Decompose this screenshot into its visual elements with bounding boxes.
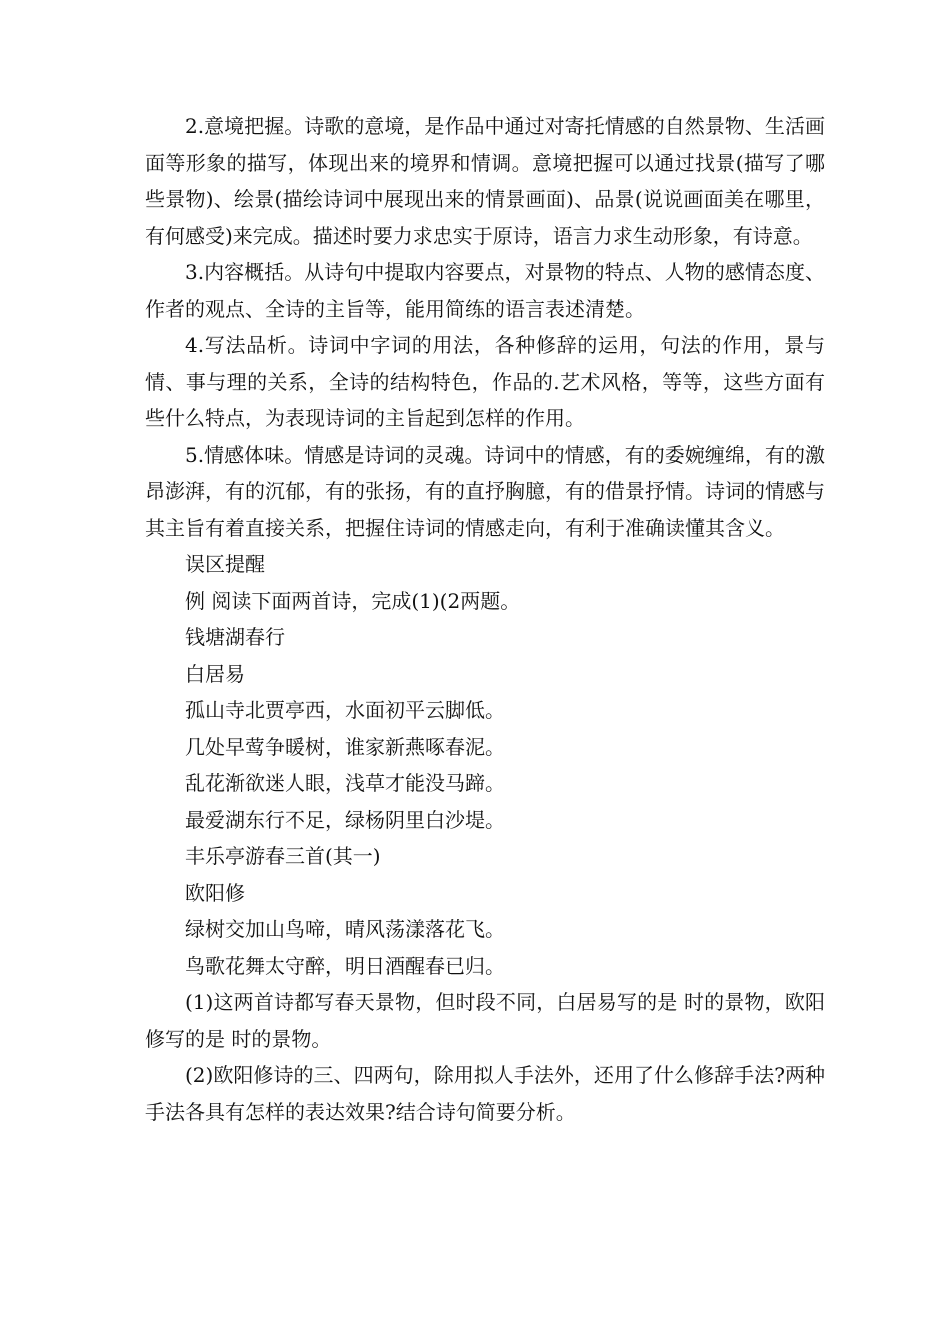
section-heading: 误区提醒 (185, 552, 265, 576)
poem2-author: 欧阳修 (185, 880, 245, 905)
example-intro: 例 阅读下面两首诗，完成(1)(2两题。 (185, 588, 521, 613)
poem1-line: 孤山寺北贾亭西，水面初平云脚低。 (185, 698, 505, 722)
poem1-author: 白居易 (185, 661, 245, 686)
poem2-line: 绿树交加山鸟啼，晴风荡漾落花飞。 (185, 917, 505, 941)
paragraph-qinggan: 5.情感体味。情感是诗词的灵魂。诗词中的情感，有的委婉缠绵，有的激昂澎湃，有的沉郁，有的张扬，有的直抒胸臆，有的借景抒情。诗词的情感与其主旨有着直接关系，把握住诗词的情感走向，有利于准确读懂其含义。 (145, 442, 825, 540)
document-body (145, 108, 825, 1130)
poem2-line: 鸟歌花舞太守醉，明日酒醒春已归。 (185, 953, 505, 978)
paragraph-yijing: 2.意境把握。诗歌的意境，是作品中通过对寄托情感的自然景物、生活画面等形象的描写，体现出来的境界和情调。意境把握可以通过找景(描写了哪些景物)、绘景(描绘诗词中展现出来的情景画面)、品景(说说画面美在哪里，有何感受)来完成。描述时要力求忠实于原诗，语言力求生动形象，有诗意。 (145, 114, 825, 248)
paragraph-xiefa: 4.写法品析。诗词中字词的用法，各种修辞的运用，句法的作用，景与情、事与理的关系，全诗的结构特色，作品的.艺术风格，等等，这些方面有些什么特点，为表现诗词的主旨起到怎样的作用。 (145, 333, 825, 430)
poem1-line: 最爱湖东行不足，绿杨阴里白沙堤。 (185, 807, 505, 832)
poem1-line: 乱花渐欲迷人眼，浅草才能没马蹄。 (185, 771, 505, 795)
question-1: (1)这两首诗都写春天景物，但时段不同，白居易写的是 时的景物，欧阳修写的是 时的景物。 (145, 990, 825, 1051)
poem1-line: 几处早莺争暖树，谁家新燕啄春泥。 (185, 734, 505, 759)
paragraph-neirong: 3.内容概括。从诗句中提取内容要点，对景物的特点、人物的感情态度、作者的观点、全诗的主旨等，能用简练的语言表述清楚。 (145, 260, 825, 321)
question-2: (2)欧阳修诗的三、四两句，除用拟人手法外，还用了什么修辞手法?两种手法各具有怎样的表达效果?结合诗句简要分析。 (145, 1063, 825, 1124)
poem1-title: 钱塘湖春行 (185, 625, 285, 649)
poem2-title: 丰乐亭游春三首(其一) (185, 844, 381, 868)
